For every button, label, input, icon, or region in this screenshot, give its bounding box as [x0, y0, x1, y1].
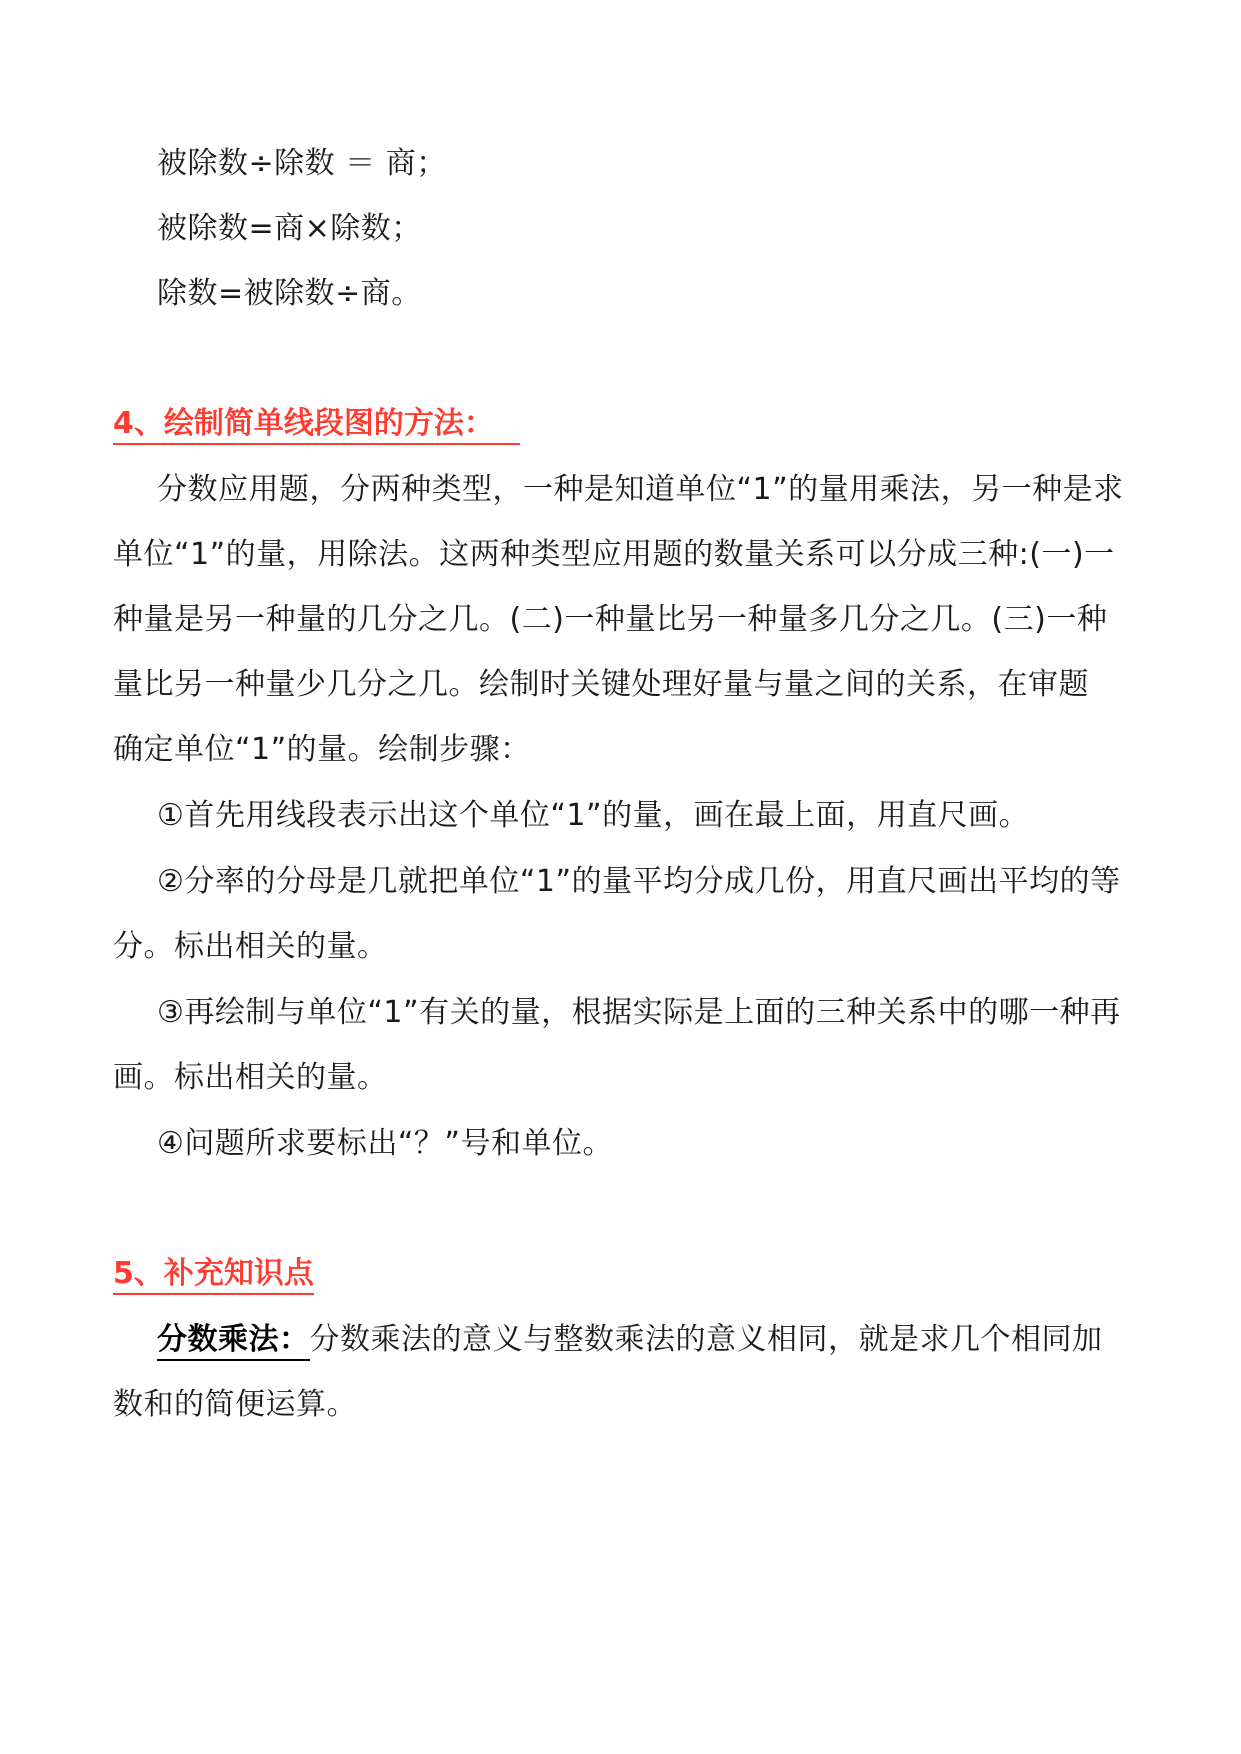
step-3-line: 画。标出相关的量。: [113, 1060, 388, 1095]
section-4-para-line: 量比另一种量少几分之几。绘制时关键处理好量与量之间的关系，在审题: [113, 667, 1089, 702]
step-1: ①首先用线段表示出这个单位“1”的量，画在最上面，用直尺画。: [157, 798, 1030, 833]
term-fraction-multiplication: 分数乘法：: [157, 1322, 310, 1361]
section-4-heading-text: 4、绘制简单线段图的方法：: [113, 406, 494, 441]
step-4: ④问题所求要标出“？”号和单位。: [157, 1126, 613, 1161]
section-4-para-line: 分数应用题，分两种类型，一种是知道单位“1”的量用乘法，另一种是求: [157, 472, 1124, 507]
formula-dividend: 被除数=商×除数；: [157, 211, 422, 246]
section-5-para-text: 分数乘法的意义与整数乘法的意义相同，就是求几个相同加: [309, 1322, 1103, 1357]
section-4-para-line: 确定单位“1”的量。绘制步骤：: [113, 732, 531, 767]
formula-quotient: 被除数÷除数 ＝ 商；: [157, 146, 447, 181]
step-3-line: ③再绘制与单位“1”有关的量，根据实际是上面的三种关系中的哪一种再: [157, 995, 1121, 1030]
section-4-para-line: 种量是另一种量的几分之几。(二)一种量比另一种量多几分之几。(三)一种: [113, 602, 1108, 637]
section-5-heading: [113, 1254, 314, 1294]
section-5-heading-text: 5、补充知识点: [113, 1256, 314, 1295]
section-4-heading: [113, 404, 520, 444]
step-2-line: 分。标出相关的量。: [113, 929, 388, 964]
formula-divisor: 除数=被除数÷商。: [157, 276, 422, 311]
section-5-para-line-1: [157, 1320, 1103, 1360]
section-4-para-line: 单位“1”的量，用除法。这两种类型应用题的数量关系可以分成三种:(一)一: [113, 537, 1115, 572]
section-5-para-line-2: 数和的简便运算。: [113, 1387, 357, 1422]
step-2-line: ②分率的分母是几就把单位“1”的量平均分成几份，用直尺画出平均的等: [157, 864, 1121, 899]
